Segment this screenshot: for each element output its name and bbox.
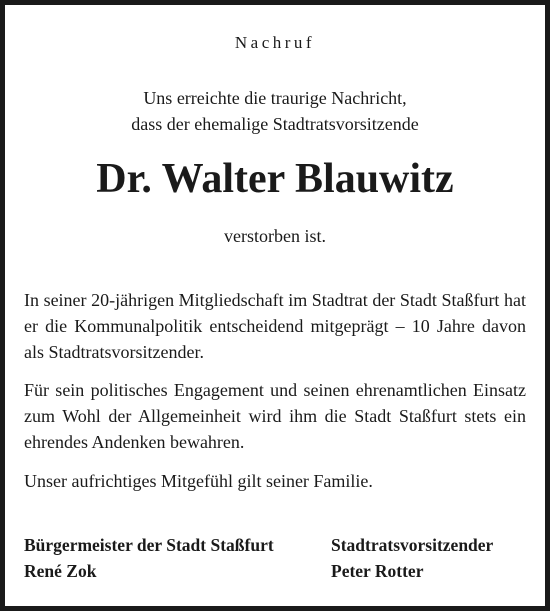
signature-name: Peter Rotter: [331, 561, 424, 581]
signature-mayor: [24, 532, 274, 584]
signature-council-chair: [331, 532, 493, 584]
paragraph-membership: In seiner 20-jährigen Mitgliedschaft im Stadtrat der Stadt Staßfurt hat er die Kommunalpolitik entscheidend mitgeprägt – 10 Jahre davon als Stadtratsvorsitzender.: [24, 290, 526, 362]
deceased-name: Dr. Walter Blauwitz: [96, 156, 454, 202]
paragraph-engagement: Für sein politisches Engagement und seinen ehrenamtlichen Einsatz zum Wohl der Allgemeinheit wird ihm die Stadt Staßfurt stets ein ehrendes Andenken bewahren.: [24, 380, 526, 452]
intro-line-1: Uns erreichte die traurige Nachricht,: [143, 88, 407, 108]
notice-heading: Nachruf: [234, 33, 316, 52]
outro-text: verstorben ist.: [224, 226, 326, 246]
signature-name: René Zok: [24, 561, 97, 581]
intro-line-2: dass der ehemalige Stadtratsvorsitzende: [131, 114, 419, 134]
signature-title: Bürgermeister der Stadt Staßfurt: [24, 535, 274, 555]
intro-text: [5, 85, 545, 137]
paragraph-condolence: Unser aufrichtiges Mitgefühl gilt seiner Familie.: [24, 471, 373, 491]
signature-title: Stadtratsvorsitzender: [331, 535, 494, 555]
